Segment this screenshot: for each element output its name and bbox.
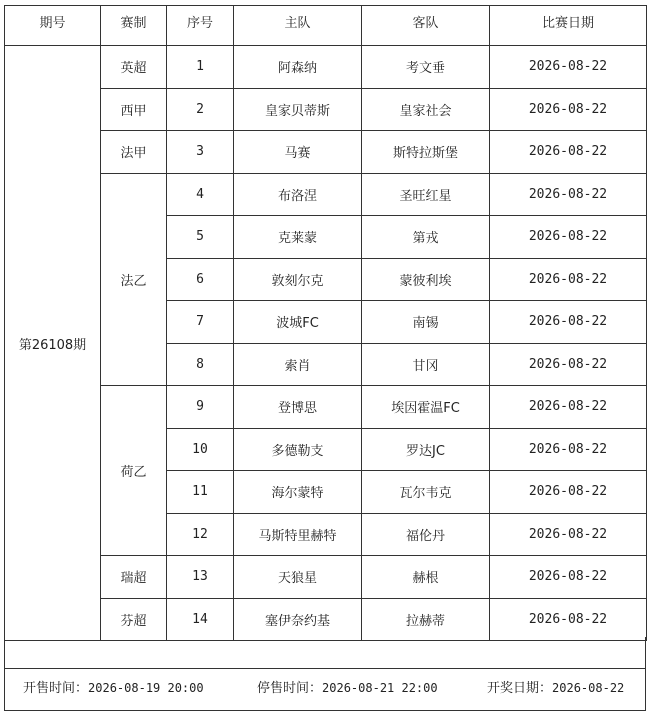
header-home: 主队 [234,6,362,46]
seq-cell: 12 [167,513,234,556]
match-row [5,173,647,216]
away-team-cell: 罗达JC [362,428,490,471]
match-date-cell: 2026-08-22 [490,216,647,259]
home-team-cell: 天狼星 [234,556,362,599]
match-date-cell: 2026-08-22 [490,258,647,301]
seq-cell: 14 [167,598,234,641]
match-row [5,131,647,174]
away-team-cell: 赫根 [362,556,490,599]
league-cell: 西甲 [101,88,167,131]
league-cell: 荷乙 [101,386,167,556]
header-away: 客队 [362,6,490,46]
header-row [5,6,647,46]
home-team-cell: 海尔蒙特 [234,471,362,514]
league-cell: 英超 [101,46,167,89]
league-cell: 芬超 [101,598,167,641]
sale-start [23,677,204,696]
home-team-cell: 波城FC [234,301,362,344]
match-date-cell: 2026-08-22 [490,471,647,514]
away-team-cell: 瓦尔韦克 [362,471,490,514]
match-row [5,598,647,641]
header-seq: 序号 [167,6,234,46]
seq-cell: 13 [167,556,234,599]
sale-stop-label: 停售时间： [257,681,323,696]
league-cell: 法甲 [101,131,167,174]
away-team-cell: 第戎 [362,216,490,259]
sale-info-footer [4,669,646,711]
match-date-cell: 2026-08-22 [490,428,647,471]
away-team-cell: 埃因霍温FC [362,386,490,429]
sale-start-value: 2026-08-19 20:00 [88,681,204,695]
home-team-cell: 多德勒支 [234,428,362,471]
away-team-cell: 南锡 [362,301,490,344]
home-team-cell: 敦刻尔克 [234,258,362,301]
match-date-cell: 2026-08-22 [490,88,647,131]
away-team-cell: 拉赫蒂 [362,598,490,641]
home-team-cell: 布洛涅 [234,173,362,216]
header-league: 赛制 [101,6,167,46]
header-date: 比赛日期 [490,6,647,46]
match-date-cell: 2026-08-22 [490,46,647,89]
away-team-cell: 斯特拉斯堡 [362,131,490,174]
sale-stop-value: 2026-08-21 22:00 [322,681,438,695]
away-team-cell: 蒙彼利埃 [362,258,490,301]
home-team-cell: 马斯特里赫特 [234,513,362,556]
seq-cell: 7 [167,301,234,344]
match-date-cell: 2026-08-22 [490,131,647,174]
league-cell: 瑞超 [101,556,167,599]
sale-start-label: 开售时间： [23,681,89,696]
home-team-cell: 阿森纳 [234,46,362,89]
period-cell: 第26108期 [5,46,101,641]
match-date-cell: 2026-08-22 [490,386,647,429]
match-row [5,386,647,429]
seq-cell: 5 [167,216,234,259]
league-cell: 法乙 [101,173,167,386]
schedule-body [5,46,647,641]
match-date-cell: 2026-08-22 [490,598,647,641]
match-row [5,46,647,89]
home-team-cell: 塞伊奈约基 [234,598,362,641]
match-date-cell: 2026-08-22 [490,343,647,386]
home-team-cell: 马赛 [234,131,362,174]
draw-date [487,677,624,696]
match-date-cell: 2026-08-22 [490,301,647,344]
away-team-cell: 圣旺红星 [362,173,490,216]
away-team-cell: 皇家社会 [362,88,490,131]
seq-cell: 6 [167,258,234,301]
match-date-cell: 2026-08-22 [490,556,647,599]
seq-cell: 3 [167,131,234,174]
away-team-cell: 福伦丹 [362,513,490,556]
match-row [5,556,647,599]
home-team-cell: 克莱蒙 [234,216,362,259]
match-date-cell: 2026-08-22 [490,173,647,216]
seq-cell: 8 [167,343,234,386]
blank-row [4,637,646,669]
home-team-cell: 索肖 [234,343,362,386]
home-team-cell: 登博思 [234,386,362,429]
seq-cell: 9 [167,386,234,429]
seq-cell: 10 [167,428,234,471]
header-period: 期号 [5,6,101,46]
away-team-cell: 甘冈 [362,343,490,386]
sale-stop [257,677,438,696]
draw-date-value: 2026-08-22 [552,681,625,695]
match-row [5,88,647,131]
seq-cell: 2 [167,88,234,131]
home-team-cell: 皇家贝蒂斯 [234,88,362,131]
seq-cell: 4 [167,173,234,216]
seq-cell: 11 [167,471,234,514]
away-team-cell: 考文垂 [362,46,490,89]
draw-date-label: 开奖日期： [487,681,553,696]
seq-cell: 1 [167,46,234,89]
match-schedule-table [4,5,647,641]
match-date-cell: 2026-08-22 [490,513,647,556]
